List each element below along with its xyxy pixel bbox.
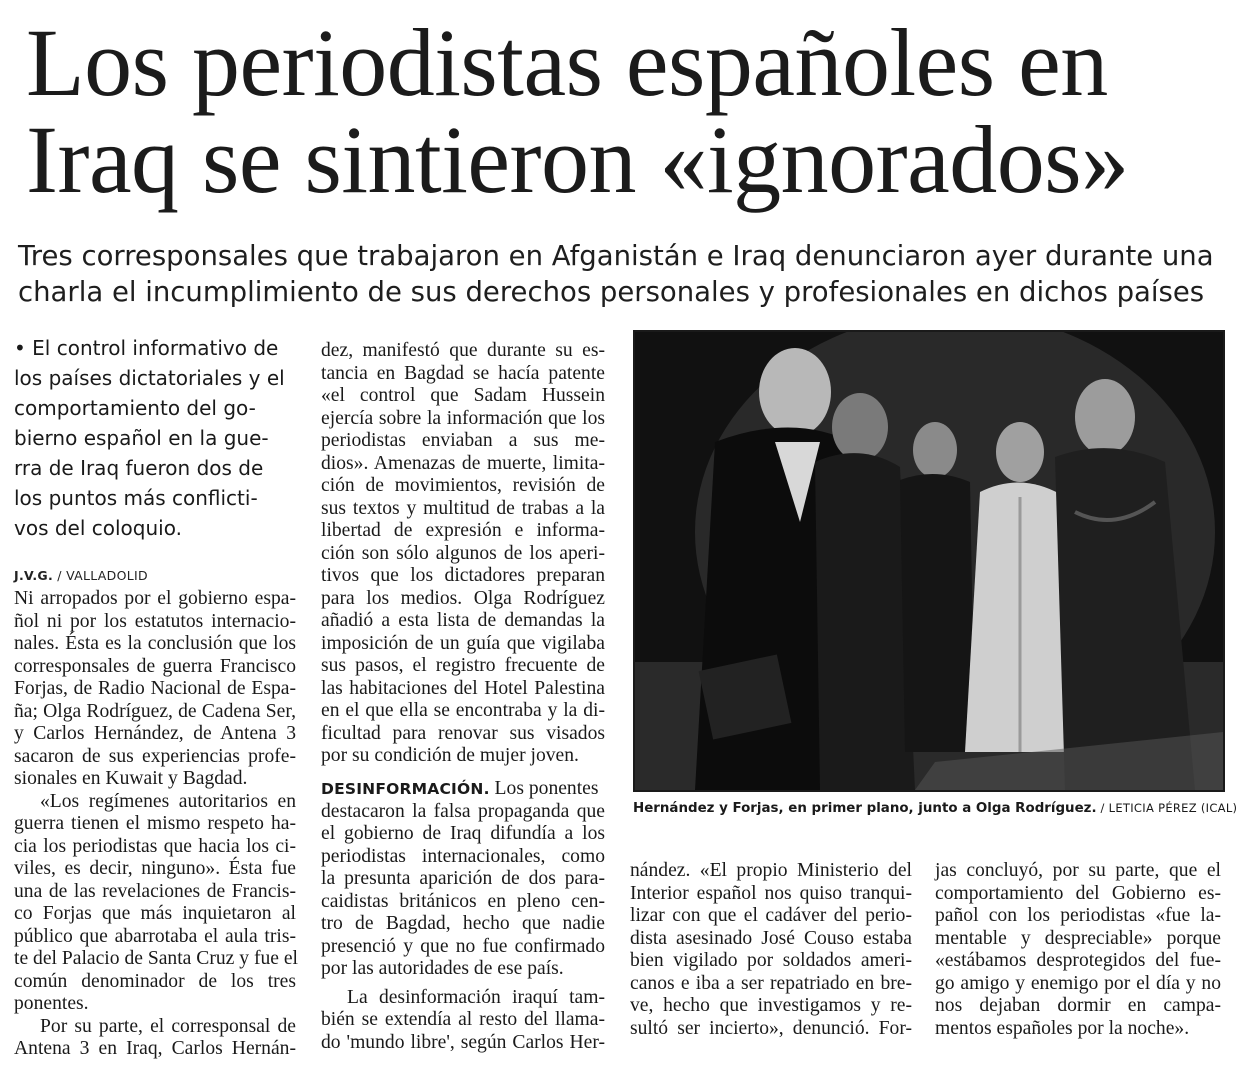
text-line: destacaron la falsa propaganda que <box>321 800 605 822</box>
section-subtitle-line <box>321 778 605 801</box>
article-column-2-section <box>321 778 605 1054</box>
text-line: periodistas enviaban a sus me- <box>321 430 605 451</box>
photo-caption-text: Hernández y Forjas, en primer plano, junto a Olga Rodríguez. <box>633 801 1097 816</box>
text-line: presenció y que no fue confirmado <box>321 935 605 957</box>
text-line: lizar con que el cadáver del perio- <box>630 905 912 926</box>
text-line: «el control que Sadam Hussein <box>321 385 605 406</box>
text-line: «Los regímenes autoritarios en <box>40 790 296 812</box>
text-line: y Carlos Hernández, de Antena 3 <box>14 723 296 744</box>
text-line: ponentes. <box>14 993 89 1014</box>
text-line: ña; Olga Rodríguez, de Cadena Ser, <box>14 700 296 722</box>
lead-line: los puntos más conflicti- <box>14 486 258 510</box>
photo-caption <box>633 801 1238 816</box>
text-line: para los medios. Olga Rodríguez <box>321 587 605 609</box>
byline <box>14 568 148 583</box>
text-line: mentos españoles por la noche». <box>935 1017 1190 1039</box>
text-line: te del Palacio de Santa Cruz y fue el <box>14 948 299 969</box>
text-line: «estábamos desprotegidos del fue- <box>935 950 1221 971</box>
article-column-2 <box>321 340 605 768</box>
text-line: tro de Bagdad, hecho que nadie <box>321 913 605 934</box>
text-line: canos e iba a ser repatriado en bre- <box>630 972 912 994</box>
headline-line-2: Iraq se sintieron «ignorados» <box>26 106 1129 213</box>
text-line: imposición de un guía que vigilaba <box>321 632 605 654</box>
text-line: sus pasos, el registro frecuente de <box>321 655 605 676</box>
text-line: la presunta aparición de dos para- <box>321 868 605 889</box>
photo-people-illustration <box>635 332 1223 790</box>
text-line: las habitaciones del Hotel Palestina <box>321 677 605 699</box>
subheadline <box>18 238 1233 310</box>
text-line: nández. «El propio Ministerio del <box>630 860 912 881</box>
text-line: tancia en Bagdad se hacía patente <box>321 362 605 384</box>
text-line: ve, hecho que investigamos y re- <box>630 995 912 1016</box>
text-line: Antena 3 en Iraq, Carlos Hernán- <box>14 1038 296 1059</box>
headline-line-1: Los periodistas españoles en <box>26 9 1108 116</box>
article-column-3 <box>630 860 912 1040</box>
text-line: corresponsales de guerra Francisco <box>14 655 296 677</box>
text-line: público que abarrotaba el aula tris- <box>14 925 296 947</box>
text-line: ejercía sobre la información que los <box>321 407 605 429</box>
text-line: dez, manifestó que durante su es- <box>321 340 605 361</box>
text-line: sus textos y multitud de trabas a la <box>321 497 605 519</box>
lead-line: bierno español en la gue- <box>14 426 269 450</box>
text-line: sionales en Kuwait y Bagdad. <box>14 768 248 789</box>
news-photo <box>633 330 1225 792</box>
text-line: La desinformación iraquí tam- <box>347 986 605 1008</box>
text-line: común denominador de los tres <box>14 970 296 992</box>
text-line: el gobierno de Iraq difundía a los <box>321 823 605 844</box>
text-line: ñol ni por los estatutos internacio- <box>14 610 296 632</box>
text-line: ción de movimientos, revisión de <box>321 475 605 496</box>
text-line: libertad de expresión e informa- <box>321 520 605 541</box>
text-line: una de las revelaciones de Francis- <box>14 880 296 902</box>
text-line: por las autoridades de ese país. <box>321 958 564 979</box>
text-line: co Forjas que más inquietaron al <box>14 903 296 924</box>
text-line: dios». Amenazas de muerte, limita- <box>321 452 605 474</box>
text-line: nales. Ésta es la conclusión que los <box>14 633 296 654</box>
byline-author: J.V.G. <box>14 568 54 583</box>
subheadline-line-2: charla el incumplimiento de sus derechos personales y profesionales en dichos países <box>18 276 1205 308</box>
text-line: Forjas, de Radio Nacional de Espa- <box>14 678 296 699</box>
text-line: ción son sólo algunos de los aperi- <box>321 542 605 564</box>
text-line: añadió a esta lista de demandas la <box>321 610 605 631</box>
text-line: jas concluyó, por su parte, que el <box>935 860 1221 881</box>
text-line: tivos que los dictadores preparan <box>321 565 605 586</box>
text-line: en el que ella se encontraba y la di- <box>321 700 605 721</box>
text-line: nos dejaban dormir en campa- <box>935 995 1221 1016</box>
article-column-1 <box>14 588 299 1061</box>
text-line: cia los periodistas que hacia los ci- <box>14 835 296 857</box>
subheadline-line-1: Tres corresponsales que trabajaron en Afganistán e Iraq denunciaron ayer durante una <box>18 240 1214 272</box>
lead-line: comportamiento del go- <box>14 396 256 420</box>
text-line: mentable y despreciable» porque <box>935 927 1221 949</box>
lead-line: vos del coloquio. <box>14 516 182 540</box>
byline-separator: / <box>53 568 67 583</box>
lead-summary <box>14 333 304 543</box>
text-line: Por su parte, el corresponsal de <box>40 1015 296 1037</box>
lead-line: rra de Iraq fueron dos de <box>14 456 264 480</box>
photo-credit: / LETICIA PÉREZ (ICAL) <box>1096 801 1238 815</box>
lead-line: • El control informativo de <box>14 336 279 360</box>
text-line: guerra tienen el mismo respeto ha- <box>14 813 296 834</box>
text-line: por su condición de mujer joven. <box>321 745 579 766</box>
text-line: do 'mundo libre', según Carlos Her- <box>321 1031 605 1053</box>
text-line: bién se extendía al resto del llama- <box>321 1009 605 1030</box>
text-line: go amigo y enemigo por el día y no <box>935 972 1221 994</box>
text-line: pañol con los periodistas «fue la- <box>935 905 1221 926</box>
text-line: periodistas internacionales, como <box>321 845 605 867</box>
section-subtitle-rest: Los ponentes <box>489 778 599 799</box>
text-line: Interior español nos quiso tranqui- <box>630 882 912 904</box>
text-line: Ni arropados por el gobierno espa- <box>14 588 296 609</box>
byline-place: VALLADOLID <box>66 568 148 583</box>
text-line: dista asesinado José Couso estaba <box>630 927 912 949</box>
text-line: caidistas británicos en pleno cen- <box>321 890 605 912</box>
text-line: sultó ser incierto», denunció. For- <box>630 1017 912 1039</box>
headline <box>26 9 1236 213</box>
text-line: bien vigilado por soldados ameri- <box>630 950 912 971</box>
text-line: viles, es decir, ninguno». Ésta fue <box>14 858 296 879</box>
text-line: comportamiento del Gobierno es- <box>935 882 1221 904</box>
lead-line: los países dictatoriales y el <box>14 366 285 390</box>
text-line: ficultad para renovar sus visados <box>321 722 605 744</box>
text-line: sacaron de sus experiencias profe- <box>14 745 296 767</box>
section-subtitle: DESINFORMACIÓN. <box>321 780 490 798</box>
article-column-4 <box>935 860 1221 1040</box>
